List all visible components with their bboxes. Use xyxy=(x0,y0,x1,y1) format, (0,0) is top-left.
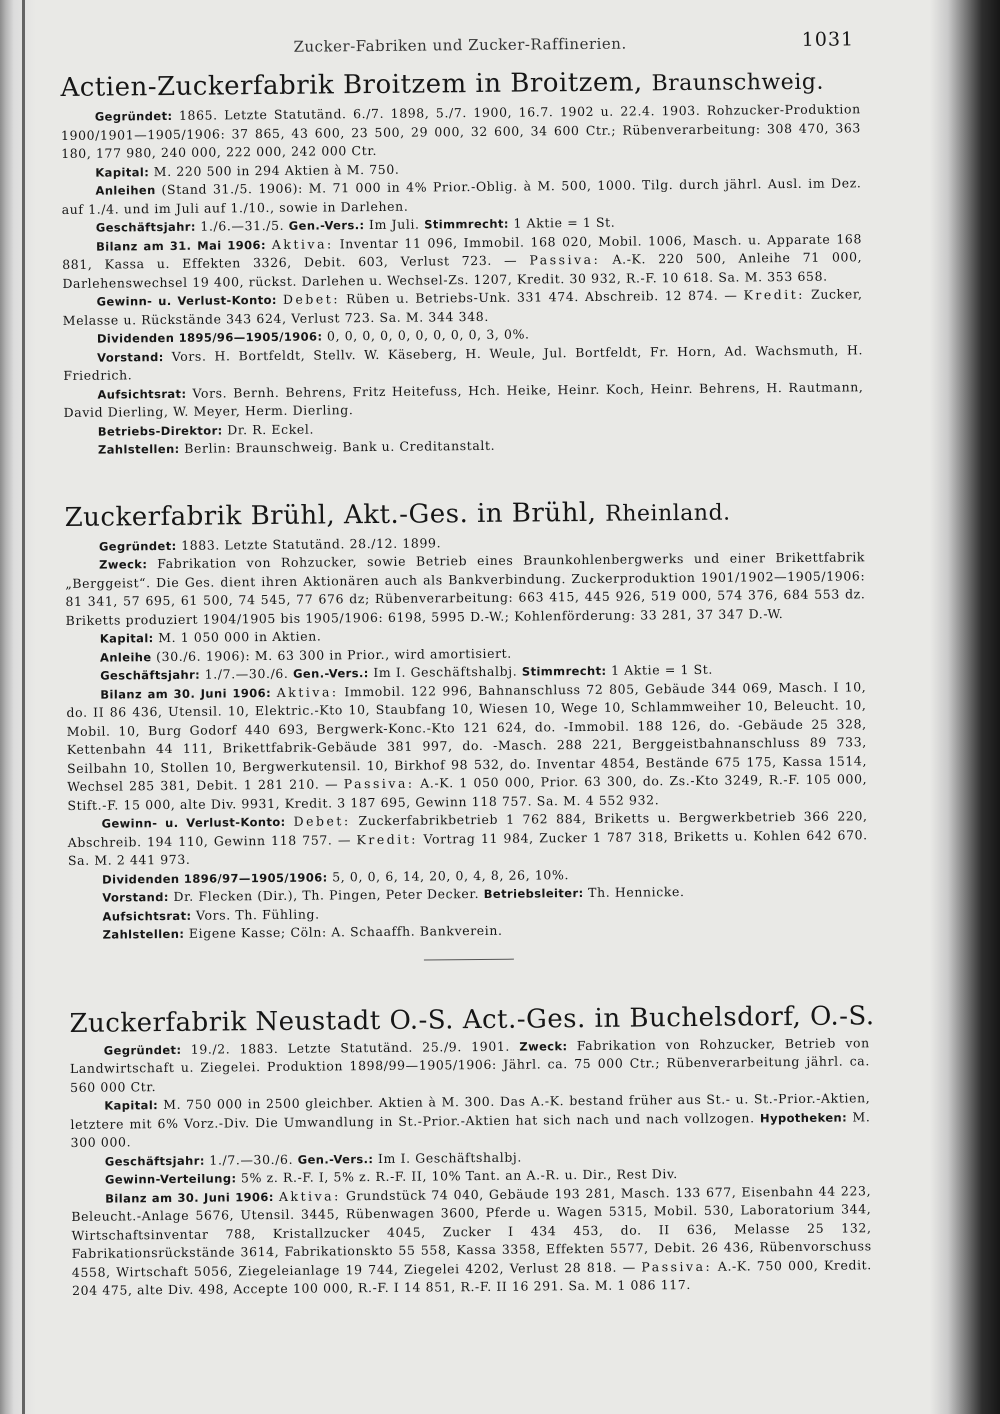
director-line: Betriebs-Direktor: Dr. R. Eckel. xyxy=(97,421,315,439)
profit-distribution-line: Gewinn-Verteilung: 5% z. R.-F. I, 5% z. R.-F. II, 10% Tant. an A.-R. u. Dir., Rest Div. xyxy=(104,1166,678,1187)
founded-purpose-line: Gegründet: 19./2. 1883. Letzte Statutänd. 25./9. 1901. Zweck: Fabrikation von Rohzucker, Betrieb von Landwirtschaft u. Ziegelei. Produktion 1898/99—1905/1906: Jährl. ca. 75 000 Ctr.; Rübenverarbeitung jährl. ca. 560 000 Ctr. xyxy=(69,1034,870,1095)
purpose-line: Zweck: Fabrikation von Rohzucker, sowie Betrieb eines Braunkohlenbergwerks und einer Brikettfabrik „Berggeist“. Die Ges. dient ihren Aktionären auch als Bankverbindung. Zuckerproduktion 1901/1902—1905/1906: 81 341, 57 695, 61 500, 74 545, 77 676 dz; Rübenverarbeitung: 663 415, 445 926, 519 000, 574 376, 684 553 dz. Briketts produziert 1904/1905 bis 1905/1906: 6198, 5995 D.-W.; Kohlenförderung: 33 281, 37 347 D.-W. xyxy=(65,549,866,628)
supervisory-line: Aufsichtsrat: Vors. Th. Fühling. xyxy=(102,906,320,924)
board-line: Vorstand: Vors. H. Bortfeldt, Stellv. W. Käseberg, H. Weule, Jul. Bortfeldt, Fr. Horn, Ad. Wachsmuth, H. Friedrich. xyxy=(63,341,864,383)
paying-agents-line: Zahlstellen: Berlin: Braunschweig. Bank u. Creditanstalt. xyxy=(97,437,496,457)
running-title: Zucker-Fabriken und Zucker-Raffinerien. xyxy=(293,34,627,56)
capital-line: Kapital: M. 1 050 000 in Aktien. xyxy=(99,628,322,646)
capital-line: Kapital: M. 750 000 in 2500 gleichber. Aktien à M. 300. Das A.-K. bestand früher aus St.- u. St.-Prior.-Aktien, letztere mit 6% Vorz.-Div. Die Umwandlung in St.-Prior.-Aktien hat sich nach und nach vollzogen. Hypotheken: M. 300 000. xyxy=(70,1090,871,1150)
entry-title: Zuckerfabrik Brühl, Akt.-Ges. in Brühl, Rheinland. xyxy=(64,497,731,533)
fiscal-line: Geschäftsjahr: 1./7.—30./6. Gen.-Vers.: Im I. Geschäftshalbj. xyxy=(104,1149,522,1169)
dividends-line: Dividenden 1895/96—1905/1906: 0, 0, 0, 0, 0, 0, 0, 0, 0, 3, 0%. xyxy=(96,326,530,346)
paying-agents-line: Zahlstellen: Eigene Kasse; Cöln: A. Schaaffh. Bankverein. xyxy=(102,922,503,942)
scan-shadow-right xyxy=(930,0,1000,1414)
fiscal-line: Geschäftsjahr: 1./7.—30./6. Gen.-Vers.: Im I. Geschäftshalbj. Stimmrecht: 1 Aktie = 1 St. xyxy=(100,661,714,683)
board-line: Vorstand: Dr. Flecken (Dir.), Th. Pingen, Peter Decker. Betriebsleiter: Th. Hennicke. xyxy=(102,884,685,905)
section-gap xyxy=(69,956,869,1008)
scan-page-edge xyxy=(22,0,25,1414)
balance-line: Bilanz am 30. Juni 1906: Aktiva: Immobil. 122 996, Bahnanschluss 72 805, Gebäude 344 069, Masch. I 10, do. II 86 436, Utensil. 10, Elektric.-Kto 10, Staubfang 10, Wiesen 10, Wege 10, Schlammweiher 10, Beleucht. 10, Mobil. 10, Burg Godorf 440 693, Bergwerk-Konc.-Kto 121 624, do. -Immobil. 188 126, do. -Gebäude 25 328, Kettenbahn 44 111, Brikettfabrik-Gebäude 381 997, do. -Masch. 288 221, Berggeistbahnanschluss 89 733, Seilbahn 10, Stollen 10, Bergwerkutensil. 10, Birkhof 98 532, do. Inventar 4854, Bestände 675 175, Kassa 1514, Wechsel 285 381, Debit. 1 281 210. — Passiva: A.-K. 1 050 000, Prior. 63 300, do. Zs.-Kto 3249, R.-F. 105 000, Stift.-F. 15 000, alte Div. 9931, Kredit. 3 187 695, Gewinn 118 757. Sa. M. 4 552 932. xyxy=(66,678,868,813)
entry-title: Zuckerfabrik Neustadt O.-S. Act.-Ges. in Buchelsdorf, O.-S. xyxy=(69,1000,875,1039)
profit-loss-line: Gewinn- u. Verlust-Konto: Debet: Rüben u. Betriebs-Unk. 331 474. Abschreib. 12 874. — Kredit: Zucker, Melasse u. Rückstände 343 624, Verlust 723. Sa. M. 344 348. xyxy=(62,286,863,328)
entry-broitzem xyxy=(60,64,864,459)
loans-line: Anleihen (Stand 31./5. 1906): M. 71 000 in 4% Prior.-Oblig. à M. 500, 1000. Tilg. durch jährl. Ausl. im Dez. auf 1./4. und im Juli auf 1./10., sowie in Darlehen. xyxy=(61,175,862,217)
balance-line: Bilanz am 31. Mai 1906: Aktiva: Inventar 11 096, Immobil. 168 020, Mobil. 1006, Masch. u. Apparate 168 881, Kassa u. Effekten 3326, Debit. 603, Verlust 723. — Passiva: A.-K. 220 500, Anleihe 71 000, Darlehenswechsel 19 400, rückst. Darlehen u. Wechsel-Zs. 1207, Kredit. 30 932, R.-F. 10 618. Sa. M. 353 658. xyxy=(62,230,863,291)
page-number: 1031 xyxy=(801,28,855,51)
fiscal-line: Geschäftsjahr: 1./6.—31./5. Gen.-Vers.: Im Juli. Stimmrecht: 1 Aktie = 1 St. xyxy=(95,214,616,235)
entry-neustadt xyxy=(69,1000,875,1301)
running-head xyxy=(60,26,860,72)
capital-line: Kapital: M. 220 500 in 294 Aktien à M. 750. xyxy=(95,161,400,180)
supervisory-line: Aufsichtsrat: Vors. Bernh. Behrens, Fritz Heitefuss, Hch. Heike, Heinr. Koch, Heinr. Behrens, H. Rautmann, David Dierling, W. Meyer, Herm. Dierling. xyxy=(63,378,864,420)
loan-line: Anleihe (30./6. 1906): M. 63 300 in Prior., wird amortisiert. xyxy=(99,645,512,665)
profit-loss-line: Gewinn- u. Verlust-Konto: Debet: Zuckerfabrikbetrieb 1 762 884, Briketts u. Bergwerkbetrieb 366 220, Abschreib. 194 110, Gewinn 118 757. — Kredit: Vortrag 11 984, Zucker 1 787 318, Briketts u. Kohlen 642 670. Sa. M. 2 441 973. xyxy=(67,808,868,868)
founded-line: Gegründet: 1883. Letzte Statutänd. 28./12. 1899. xyxy=(98,534,442,554)
entry-title: Actien-Zuckerfabrik Broitzem in Broitzem, Braunschweig. xyxy=(60,67,825,103)
book-page xyxy=(60,26,873,1374)
dividends-line: Dividenden 1896/97—1905/1906: 5, 0, 0, 6, 14, 20, 0, 4, 8, 26, 10%. xyxy=(102,866,570,887)
founded-line: Gegründet: 1865. Letzte Statutänd. 6./7. 1898, 5./7. 1900, 16.7. 1902 u. 22.4. 1903. Rohzucker-Produktion 1900/1901—1905/1906: 37 865, 43 600, 23 500, 29 000, 32 600, 34 600 Ctr.; Rübenverarbeitung: 308 470, 363 180, 177 980, 240 000, 222 000, 242 000 Ctr. xyxy=(60,101,862,161)
balance-line: Bilanz am 30. Juni 1906: Aktiva: Grundstück 74 040, Gebäude 193 281, Masch. 133 677, Eisenbahn 44 223, Beleucht.-Anlage 5676, Utensil. 3445, Rübenwagen 3600, Pferde u. Wagen 5315, Mobil. 530, Laboratorium 344, Wirtschaftsinventar 788, Kristallzucker 4045, Zucker I 434 453, do. II 636, Melasse 25 132, Fabrikationsrückstände 3614, Fabrikationskto 55 558, Kassa 3358, Effekten 5577, Debit. 26 436, Rübenvorschuss 4558, Wirtschaft 5056, Ziegeleianlage 19 744, Ziegelei 4202, Verlust 28 818. — Passiva: A.-K. 750 000, Kredit. 204 475, alte Div. 498, Accepte 100 000, R.-F. I 14 851, R.-F. II 16 291. Sa. M. 1 086 117. xyxy=(71,1182,872,1298)
entry-bruehl xyxy=(64,494,868,945)
scan-shadow-left xyxy=(0,0,36,1414)
